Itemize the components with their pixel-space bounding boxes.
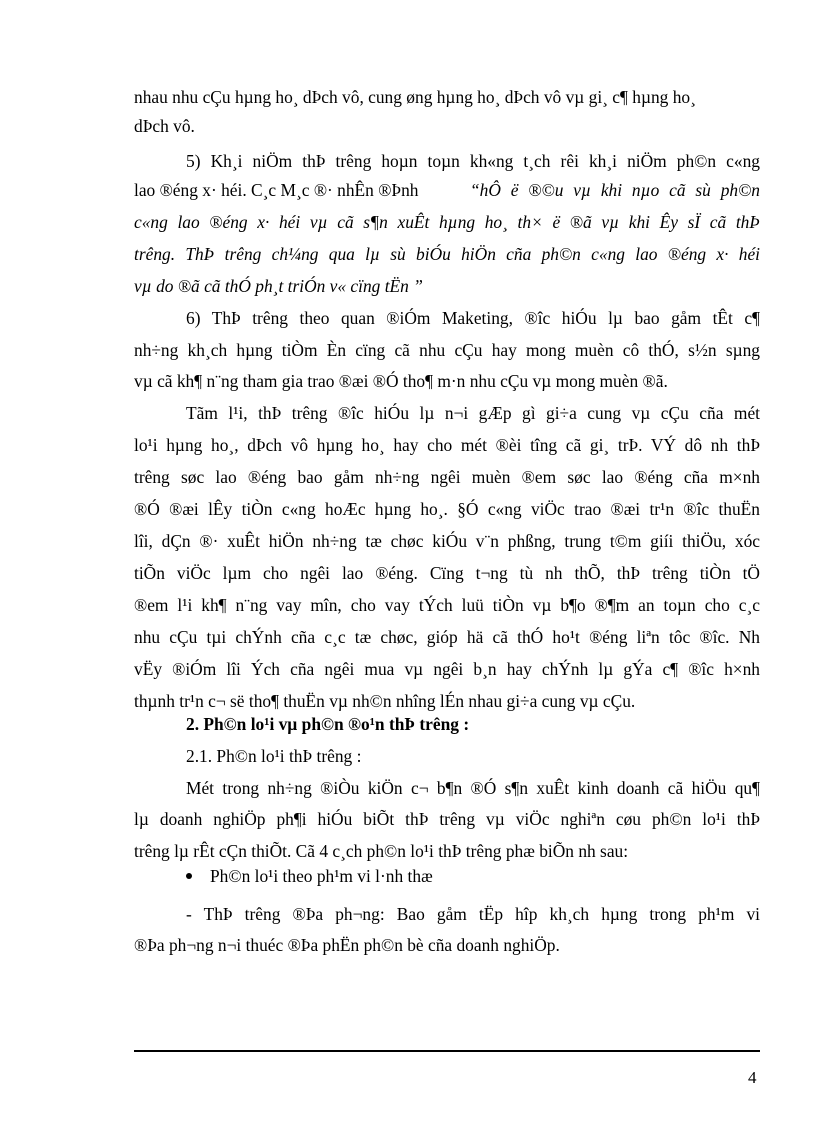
text-line: thµnh tr¹n c¬ së tho¶ thuËn vµ nh©n nhîng lÉn nhau gi÷a cung vµ cÇu. — [134, 691, 636, 711]
text-line: ®Þa ph¬ng n¬i thuéc ®Þa phËn ph©n bè cña doanh nghiÖp. — [134, 935, 560, 955]
text-line: 6) ThÞ trêng theo quan ®iÓm Maketing, ®îc hiÓu lµ bao gåm tÊt c¶ — [186, 308, 760, 328]
section-heading: 2. Ph©n lo¹i vµ ph©n ®o¹n thÞ trêng : — [186, 714, 470, 734]
text-line: dÞch vô. — [134, 116, 195, 136]
text-line: ®em l¹i kh¶ n¨ng vay mîn, cho vay tÝch luü tiÒn vµ b¶o ®¶m an toµn cho c¸c — [134, 595, 760, 615]
quote-line: vµ do ®ã cã thÓ ph¸t triÓn v« cïng tËn ” — [134, 276, 423, 296]
text-line: lo¹i hµng ho¸, dÞch vô hµng ho¸ hay cho mét ®èi tîng cã gi¸ trÞ. VÝ dô nh thÞ — [134, 435, 760, 455]
quote-line: trêng. ThÞ trêng ch¼ng qua lµ sù biÓu hiÖn cña ph©n c«ng lao ®éng x· héi — [134, 244, 760, 264]
text-line: - ThÞ trêng ®Þa ph¬ng: Bao gåm tËp hîp kh¸ch hµng trong ph¹m vi — [186, 904, 760, 924]
text-line: 5) Kh¸i niÖm thÞ trêng hoµn toµn kh«ng t¸ch rêi kh¸i niÖm ph©n c«ng — [186, 151, 760, 171]
text-line: nhu cÇu tµi chÝnh cña c¸c tæ chøc, gióp hä cã thÓ ho¹t ®éng liªn tôc ®îc. Nh — [134, 627, 760, 647]
text-line: nhau nhu cÇu hµng ho¸ dÞch vô, cung øng hµng ho¸ dÞch vô vµ gi¸ c¶ hµng ho¸ — [134, 87, 696, 107]
text-line: Mét trong nh÷ng ®iÒu kiÖn c¬ b¶n ®Ó s¶n xuÊt kinh doanh cã hiÖu qu¶ — [186, 778, 760, 798]
subsection-heading: 2.1. Ph©n lo¹i thÞ trêng : — [186, 746, 362, 766]
text-line: lao ®éng x· héi. C¸c M¸c ®· nhÊn ®Þnh — [134, 180, 419, 200]
text-line: nh÷ng kh¸ch hµng tiÒm Èn cïng cã nhu cÇu hay mong muèn cô thÓ, s½n sµng — [134, 340, 760, 360]
text-line: vËy ®iÓm lîi Ých cña ngêi mua vµ ngêi b¸n hay chÝnh lµ gÝa c¶ ®îc h×nh — [134, 659, 760, 679]
text-line: trêng lµ rÊt cÇn thiÕt. Cã 4 c¸ch ph©n lo¹i thÞ trêng phæ biÕn nh sau: — [134, 841, 629, 861]
text-line: ®Ó ®æi lÊy tiÒn c«ng hoÆc hµng ho¸. §Ó c«ng viÖc trao ®æi tr¹n ®îc thuËn — [134, 499, 760, 519]
text-line: trêng søc lao ®éng bao gåm nh÷ng ngêi muèn ®em søc lao ®éng cña m×nh — [134, 467, 760, 487]
text-line: tiÕn viÖc lµm cho ngêi lao ®éng. Cïng t¬ng tù nh thÕ, thÞ trêng tiÒn tÖ — [134, 563, 760, 583]
text-line: Tãm l¹i, thÞ trêng ®îc hiÓu lµ n¬i gÆp gì gi÷a cung vµ cÇu cña mét — [186, 403, 760, 423]
footer-rule — [134, 1050, 760, 1052]
quote-line: “hÔ ë ®©u vµ khi nµo cã sù ph©n — [470, 180, 760, 200]
text-line: lµ doanh nghiÖp ph¶i hiÓu biÕt thÞ trêng vµ viÖc nghiªn cøu ph©n lo¹i thÞ — [134, 809, 760, 829]
bullet-icon — [186, 873, 192, 879]
page-number: 4 — [748, 1068, 757, 1087]
bullet-item: Ph©n lo¹i theo ph¹m vi l·nh thæ — [210, 866, 433, 886]
quote-line: c«ng lao ®éng x· héi vµ cã s¶n xuÊt hµng ho¸ th× ë ®ã vµ khi Êy sÏ cã thÞ — [134, 212, 760, 232]
text-line: vµ cã kh¶ n¨ng tham gia trao ®æi ®Ó tho¶ m·n nhu cÇu vµ mong muèn ®ã. — [134, 371, 668, 391]
text-line: lîi, dÇn ®· xuÊt hiÖn nh÷ng tæ chøc kiÓu v¨n phßng, trung t©m giíi thiÖu, xóc — [134, 531, 760, 551]
